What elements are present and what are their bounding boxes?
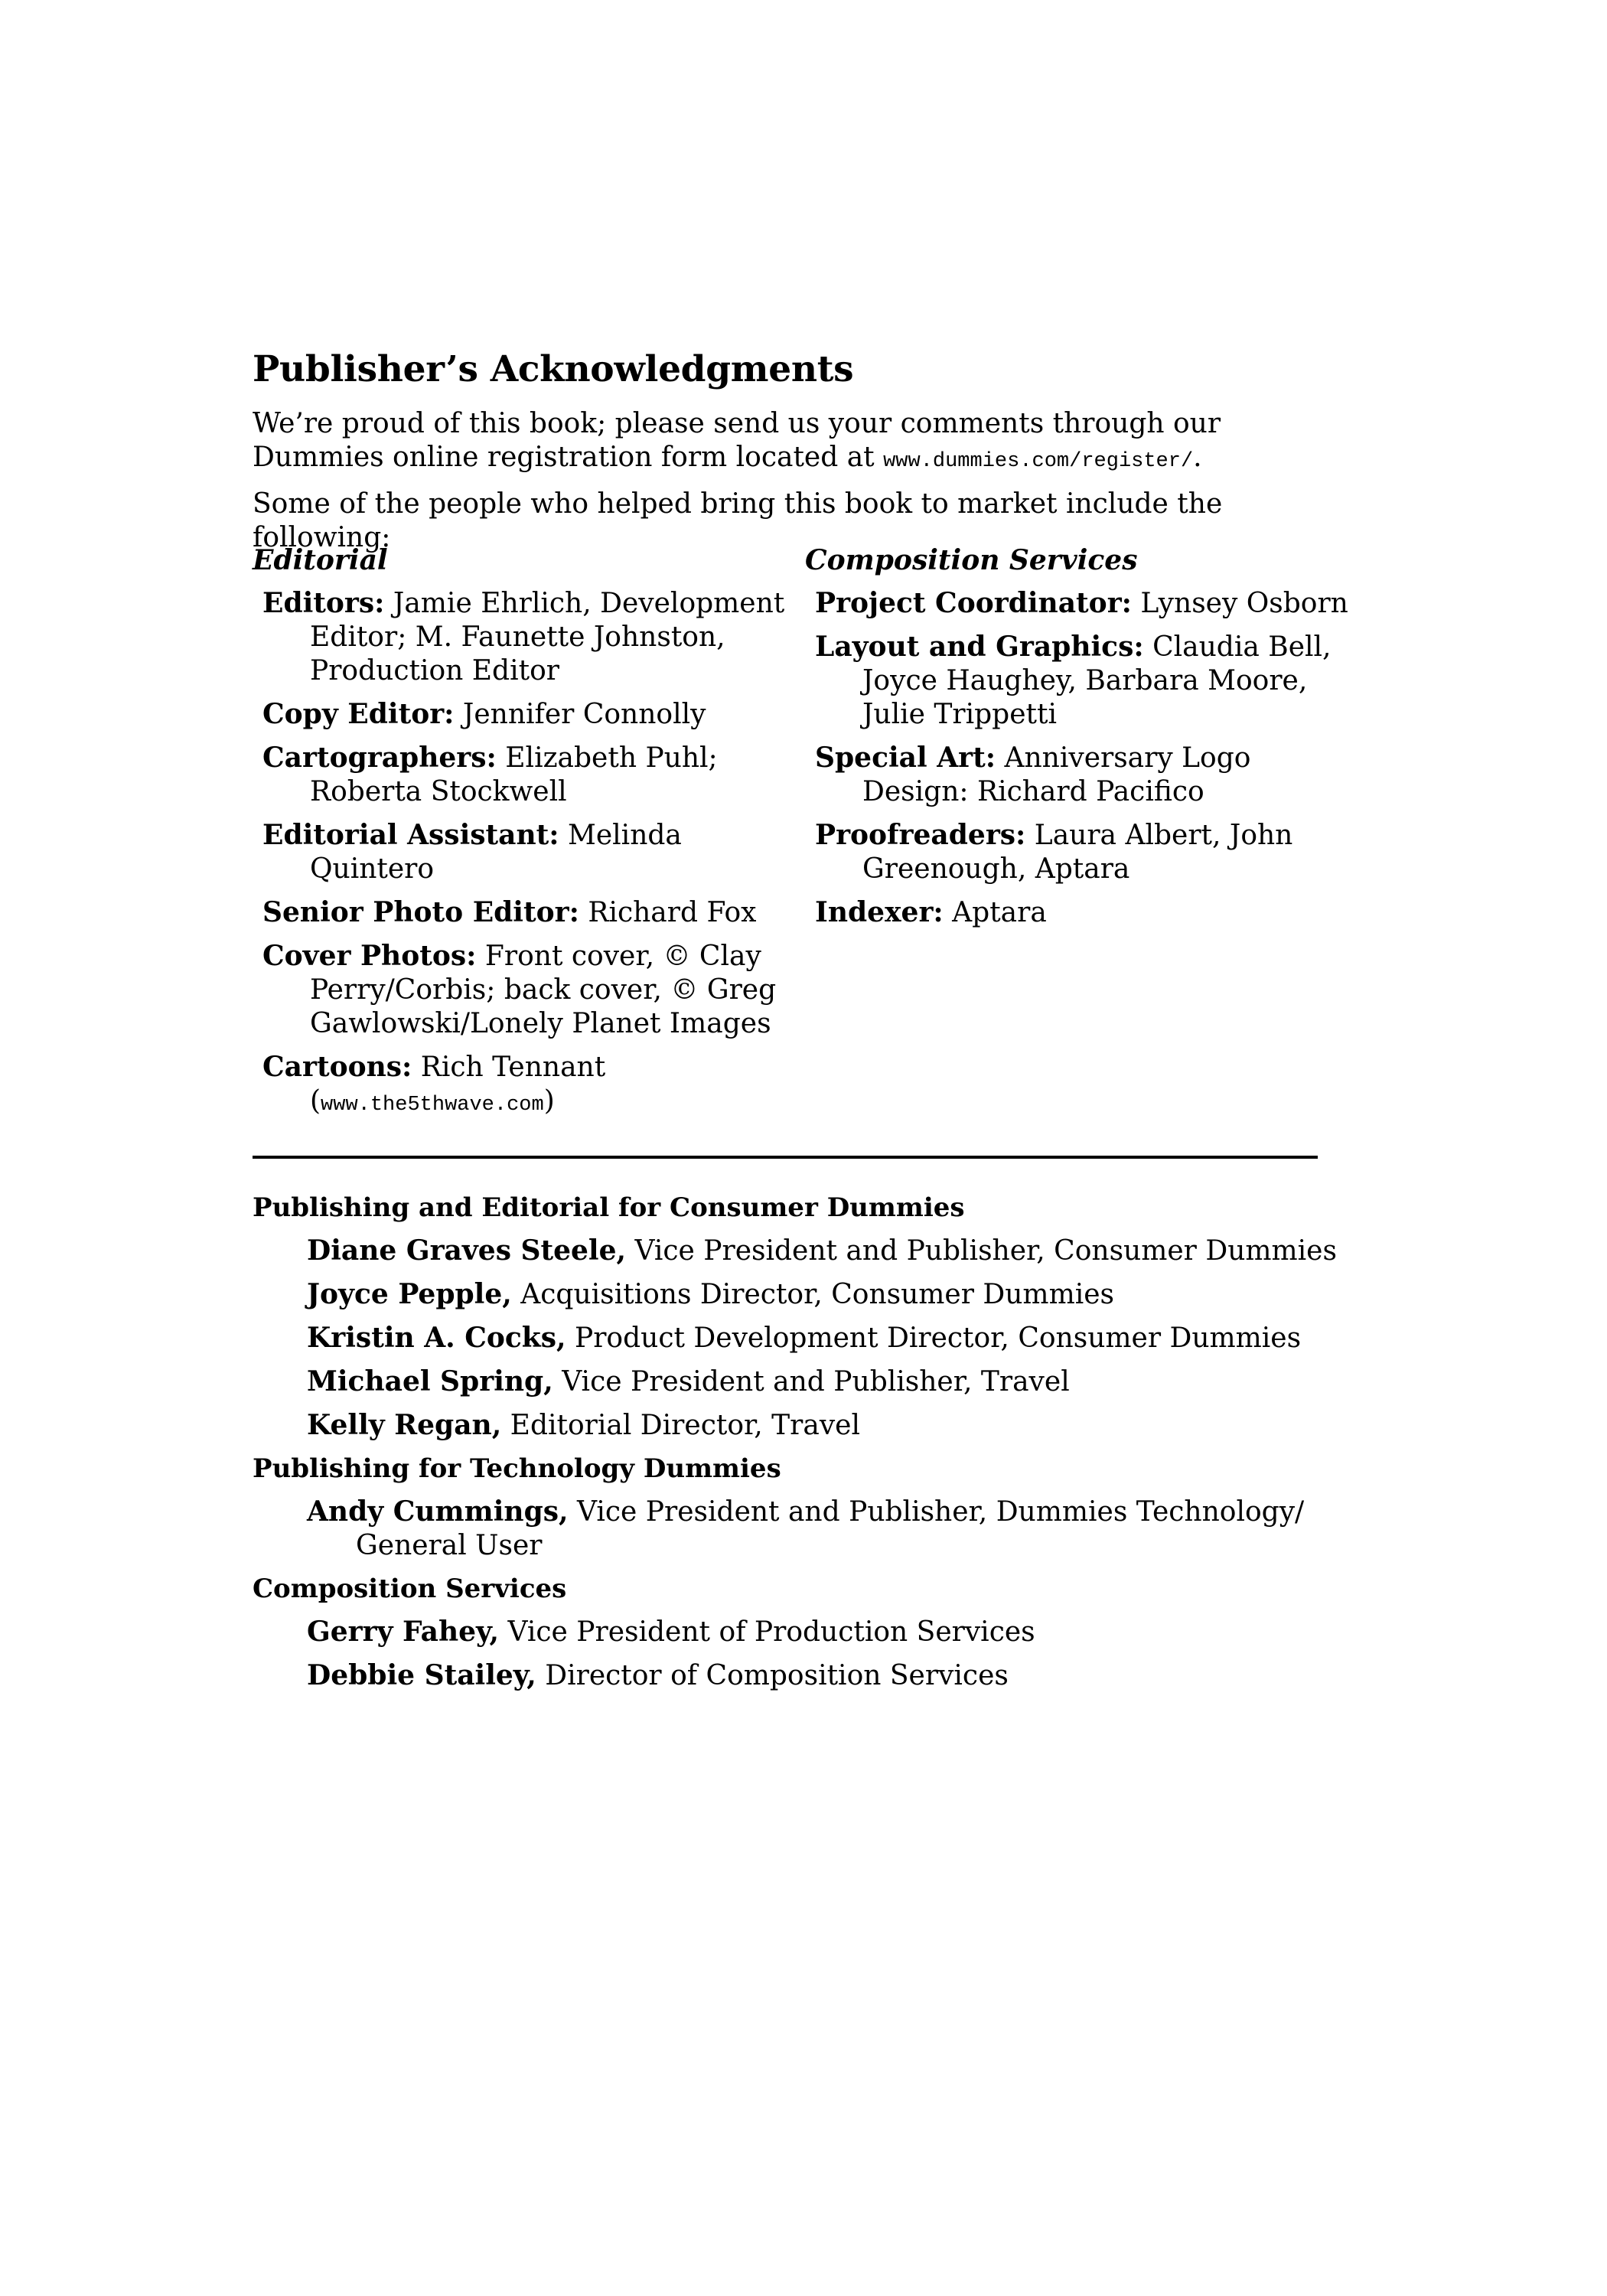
staff-title: Director of Composition Services [536,1660,1009,1691]
credit-role: Layout and Graphics: [815,631,1144,663]
staff-entry [253,1408,1354,1443]
credit-role: Cartoons: [262,1051,412,1083]
staff-title: Vice President and Publisher, Travel [553,1366,1070,1397]
staff-title: Product Development Director, Consumer Dummies [566,1322,1302,1354]
credit-names: Jennifer Connolly [454,699,706,730]
editorial-column [253,543,804,1131]
credit-entry [253,586,804,688]
staff-name: Kristin A. Cocks, [307,1322,566,1354]
url-paren-open: ( [310,1085,321,1117]
credit-names: Rich Tennant [412,1052,606,1083]
credit-role: Cover Photos: [262,940,477,972]
credit-role: Project Coordinator: [815,587,1132,619]
staff-title: Vice President and Publisher, Dummies Technology/ General User [356,1496,1305,1561]
composition-column [805,543,1356,939]
credit-names: Claudia Bell, Joyce Haughey, Barbara Moore, Julie Trippetti [862,631,1332,730]
intro-line: We’re proud of this book; please send us your comments through our Dummies online registration form located at [253,408,1221,473]
staff-name: Diane Graves Steele, [307,1234,627,1267]
credit-role: Editors: [262,587,385,619]
staff-name: Joyce Pepple, [307,1278,512,1310]
registration-url: www.dummies.com/register/ [883,450,1194,473]
editorial-heading: Editorial [253,544,388,576]
credit-names: Laura Albert, John Greenough, Aptara [862,820,1293,885]
publishing-staff [253,1191,1354,1702]
section-heading: Publishing and Editorial for Consumer Dummies [253,1192,965,1223]
credit-role: Editorial Assistant: [262,819,559,851]
credit-names: Anniversary Logo Design: Richard Pacifico [862,742,1251,807]
credit-entry [805,630,1356,732]
credit-names: Lynsey Osborn [1131,588,1348,619]
credit-role: Special Art: [815,742,996,774]
intro-paragraph-2: Some of the people who helped bring this book to market include the following: [253,488,1223,553]
credit-names: Elizabeth Puhl; Roberta Stockwell [310,742,718,807]
credit-role: Indexer: [815,896,944,928]
credit-entry [253,939,804,1041]
staff-entry [253,1234,1354,1268]
staff-entry [253,1495,1354,1563]
credit-entry [253,697,804,732]
intro-text [253,407,1354,564]
credit-entry [253,818,804,886]
staff-name: Debbie Stailey, [307,1659,536,1691]
credit-names: Melinda Quintero [310,820,682,885]
credit-role: Copy Editor: [262,698,455,730]
staff-title: Vice President and Publisher, Consumer Dummies [626,1235,1337,1267]
credit-entry [253,1050,804,1122]
credit-entry [805,895,1356,930]
staff-entry [253,1615,1354,1649]
url-paren-close: ) [543,1085,555,1117]
intro-paragraph [253,407,1354,478]
staff-title: Vice President of Production Services [499,1616,1035,1648]
staff-name: Kelly Regan, [307,1409,502,1441]
staff-entry [253,1277,1354,1312]
page-title: Publisher’s Acknowledgments [253,348,854,390]
staff-entry [253,1658,1354,1693]
credit-entry [805,818,1356,886]
intro-period: . [1193,442,1202,473]
credit-entry [805,586,1356,621]
cartoon-url: www.the5thwave.com [321,1094,544,1117]
credit-role: Cartographers: [262,742,497,774]
section-heading: Composition Services [253,1574,567,1604]
section-heading: Publishing for Technology Dummies [253,1453,781,1484]
composition-heading: Composition Services [805,544,1138,576]
staff-name: Andy Cummings, [307,1495,569,1528]
staff-entry [253,1365,1354,1399]
staff-name: Michael Spring, [307,1365,553,1397]
credit-names: Richard Fox [579,897,757,928]
credit-entry [253,741,804,809]
staff-entry [253,1321,1354,1355]
credit-names: Front cover, © Clay Perry/Corbis; back cover, © Greg Gawlowski/Lonely Planet Images [310,941,777,1039]
credit-entry [253,895,804,930]
credit-entry [805,741,1356,809]
staff-title: Editorial Director, Travel [501,1410,860,1441]
staff-name: Gerry Fahey, [307,1616,500,1648]
credit-role: Senior Photo Editor: [262,896,579,928]
staff-title: Acquisitions Director, Consumer Dummies [511,1279,1114,1310]
section-divider [253,1156,1318,1159]
credit-role: Proofreaders: [815,819,1026,851]
credit-names: Aptara [943,897,1047,928]
credit-names: Jamie Ehrlich, Development Editor; M. Faunette Johnston, Production Editor [310,588,785,687]
